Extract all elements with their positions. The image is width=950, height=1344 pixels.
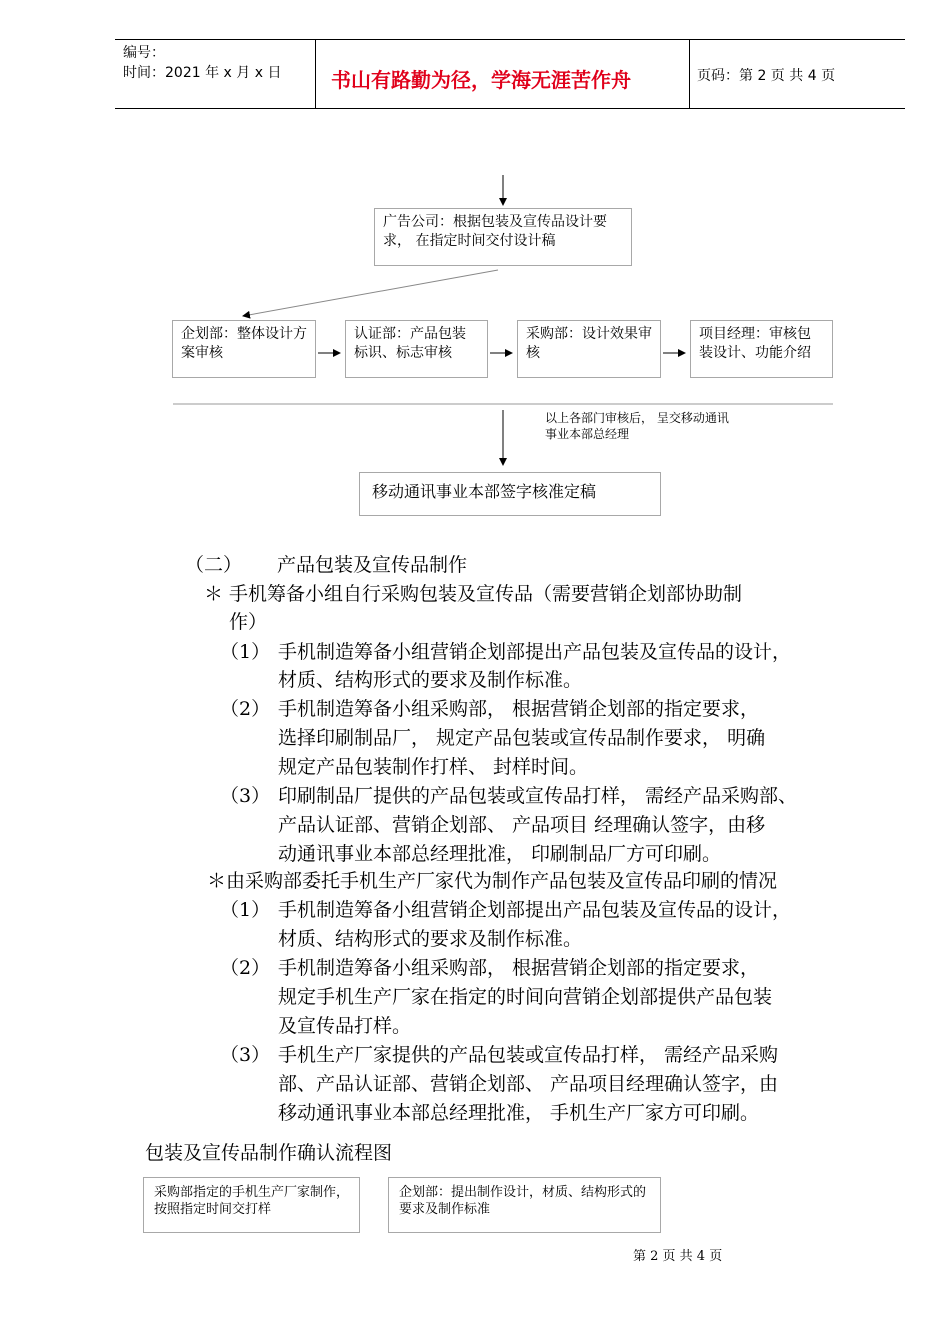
flow-box-manufacturer: 采购部指定的手机生产厂家制作， 按照指定时间交打样 [143, 1177, 360, 1233]
list-item-text: 规定产品包装制作打样、 封样时间。 [278, 756, 589, 778]
list-item-text: 动通讯事业本部总经理批准， 印刷制品厂方可印刷。 [278, 843, 722, 865]
page-number-label: 页码：第 2 页 共 4 页 [697, 68, 836, 84]
list-item-number: （1） [220, 899, 271, 921]
list-item-text: 材质、结构形式的要求及制作标准。 [278, 669, 583, 691]
flow-box-ad-company: 广告公司：根据包装及宣传品设计要求， 在指定时间交付设计稿 [374, 208, 632, 266]
flow-box-planning: 企划部：整体设计方案审核 [172, 320, 316, 378]
list-item-text: 手机生产厂家提供的产品包装或宣传品打样， 需经产品采购 [278, 1044, 779, 1066]
list-item-text: 手机制造筹备小组采购部， 根据营销企划部的指定要求， [278, 698, 760, 720]
section-heading: 产品包装及宣传品制作 [277, 554, 468, 576]
flowchart-connectors [0, 0, 950, 540]
list-item-number: （3） [220, 1044, 271, 1066]
list-item-text: 手机制造筹备小组营销企划部提出产品包装及宣传品的设计， [278, 899, 792, 921]
page-footer: 第 2 页 共 4 页 [633, 1249, 723, 1264]
list-item-text: 手机制造筹备小组采购部， 根据营销企划部的指定要求， [278, 957, 760, 979]
list-item-text: 手机制造筹备小组营销企划部提出产品包装及宣传品的设计， [278, 641, 792, 663]
flow-box-certification: 认证部：产品包装标识、标志审核 [345, 320, 488, 378]
flowchart-title: 包装及宣传品制作确认流程图 [145, 1142, 393, 1164]
approval-note: 以上各部门审核后， 呈交移动通讯事业本部总经理 [545, 411, 729, 441]
list-item-text: 规定手机生产厂家在指定的时间向营销企划部提供产品包装 [278, 986, 773, 1008]
case1-title: ＊ 手机筹备小组自行采购包装及宣传品（需要营销企划部协助制 [204, 583, 743, 605]
list-item-text: 及宣传品打样。 [278, 1015, 412, 1037]
flow-box-planning-design: 企划部：提出制作设计，材质、结构形式的要求及制作标准 [388, 1177, 661, 1233]
list-item-text: 产品认证部、营销企划部、 产品项目 经理确认签字，由移 [278, 814, 766, 836]
list-item-number: （1） [220, 641, 271, 663]
flow-box-purchasing: 采购部：设计效果审核 [517, 320, 661, 378]
serial-label: 编号： [123, 45, 165, 61]
list-item-text: 选择印刷制品厂， 规定产品包装或宣传品制作要求， 明确 [278, 727, 766, 749]
case2-title: ＊由采购部委托手机生产厂家代为制作产品包装及宣传品印刷的情况 [207, 870, 778, 892]
list-item-number: （2） [220, 957, 271, 979]
flow-box-project-manager: 项目经理：审核包装设计、功能介绍 [690, 320, 833, 378]
header-motto: 书山有路勤为径，学海无涯苦作舟 [331, 68, 631, 92]
list-item-text: 材质、结构形式的要求及制作标准。 [278, 928, 583, 950]
date-label: 时间：2021 年 x 月 x 日 [123, 65, 282, 81]
flow-box-final-approval: 移动通讯事业本部签字核准定稿 [359, 472, 661, 516]
arrow-diagonal [243, 270, 498, 316]
list-item-text: 印刷制品厂提供的产品包装或宣传品打样， 需经产品采购部、 [278, 785, 798, 807]
list-item-number: （2） [220, 698, 271, 720]
list-item-text: 部、产品认证部、营销企划部、 产品项目经理确认签字，由 [278, 1073, 779, 1095]
case1-title-cont: 作） [229, 611, 268, 633]
list-item-number: （3） [220, 785, 271, 807]
section-number: （二） [185, 554, 243, 576]
list-item-text: 移动通讯事业本部总经理批准， 手机生产厂家方可印刷。 [278, 1102, 760, 1124]
